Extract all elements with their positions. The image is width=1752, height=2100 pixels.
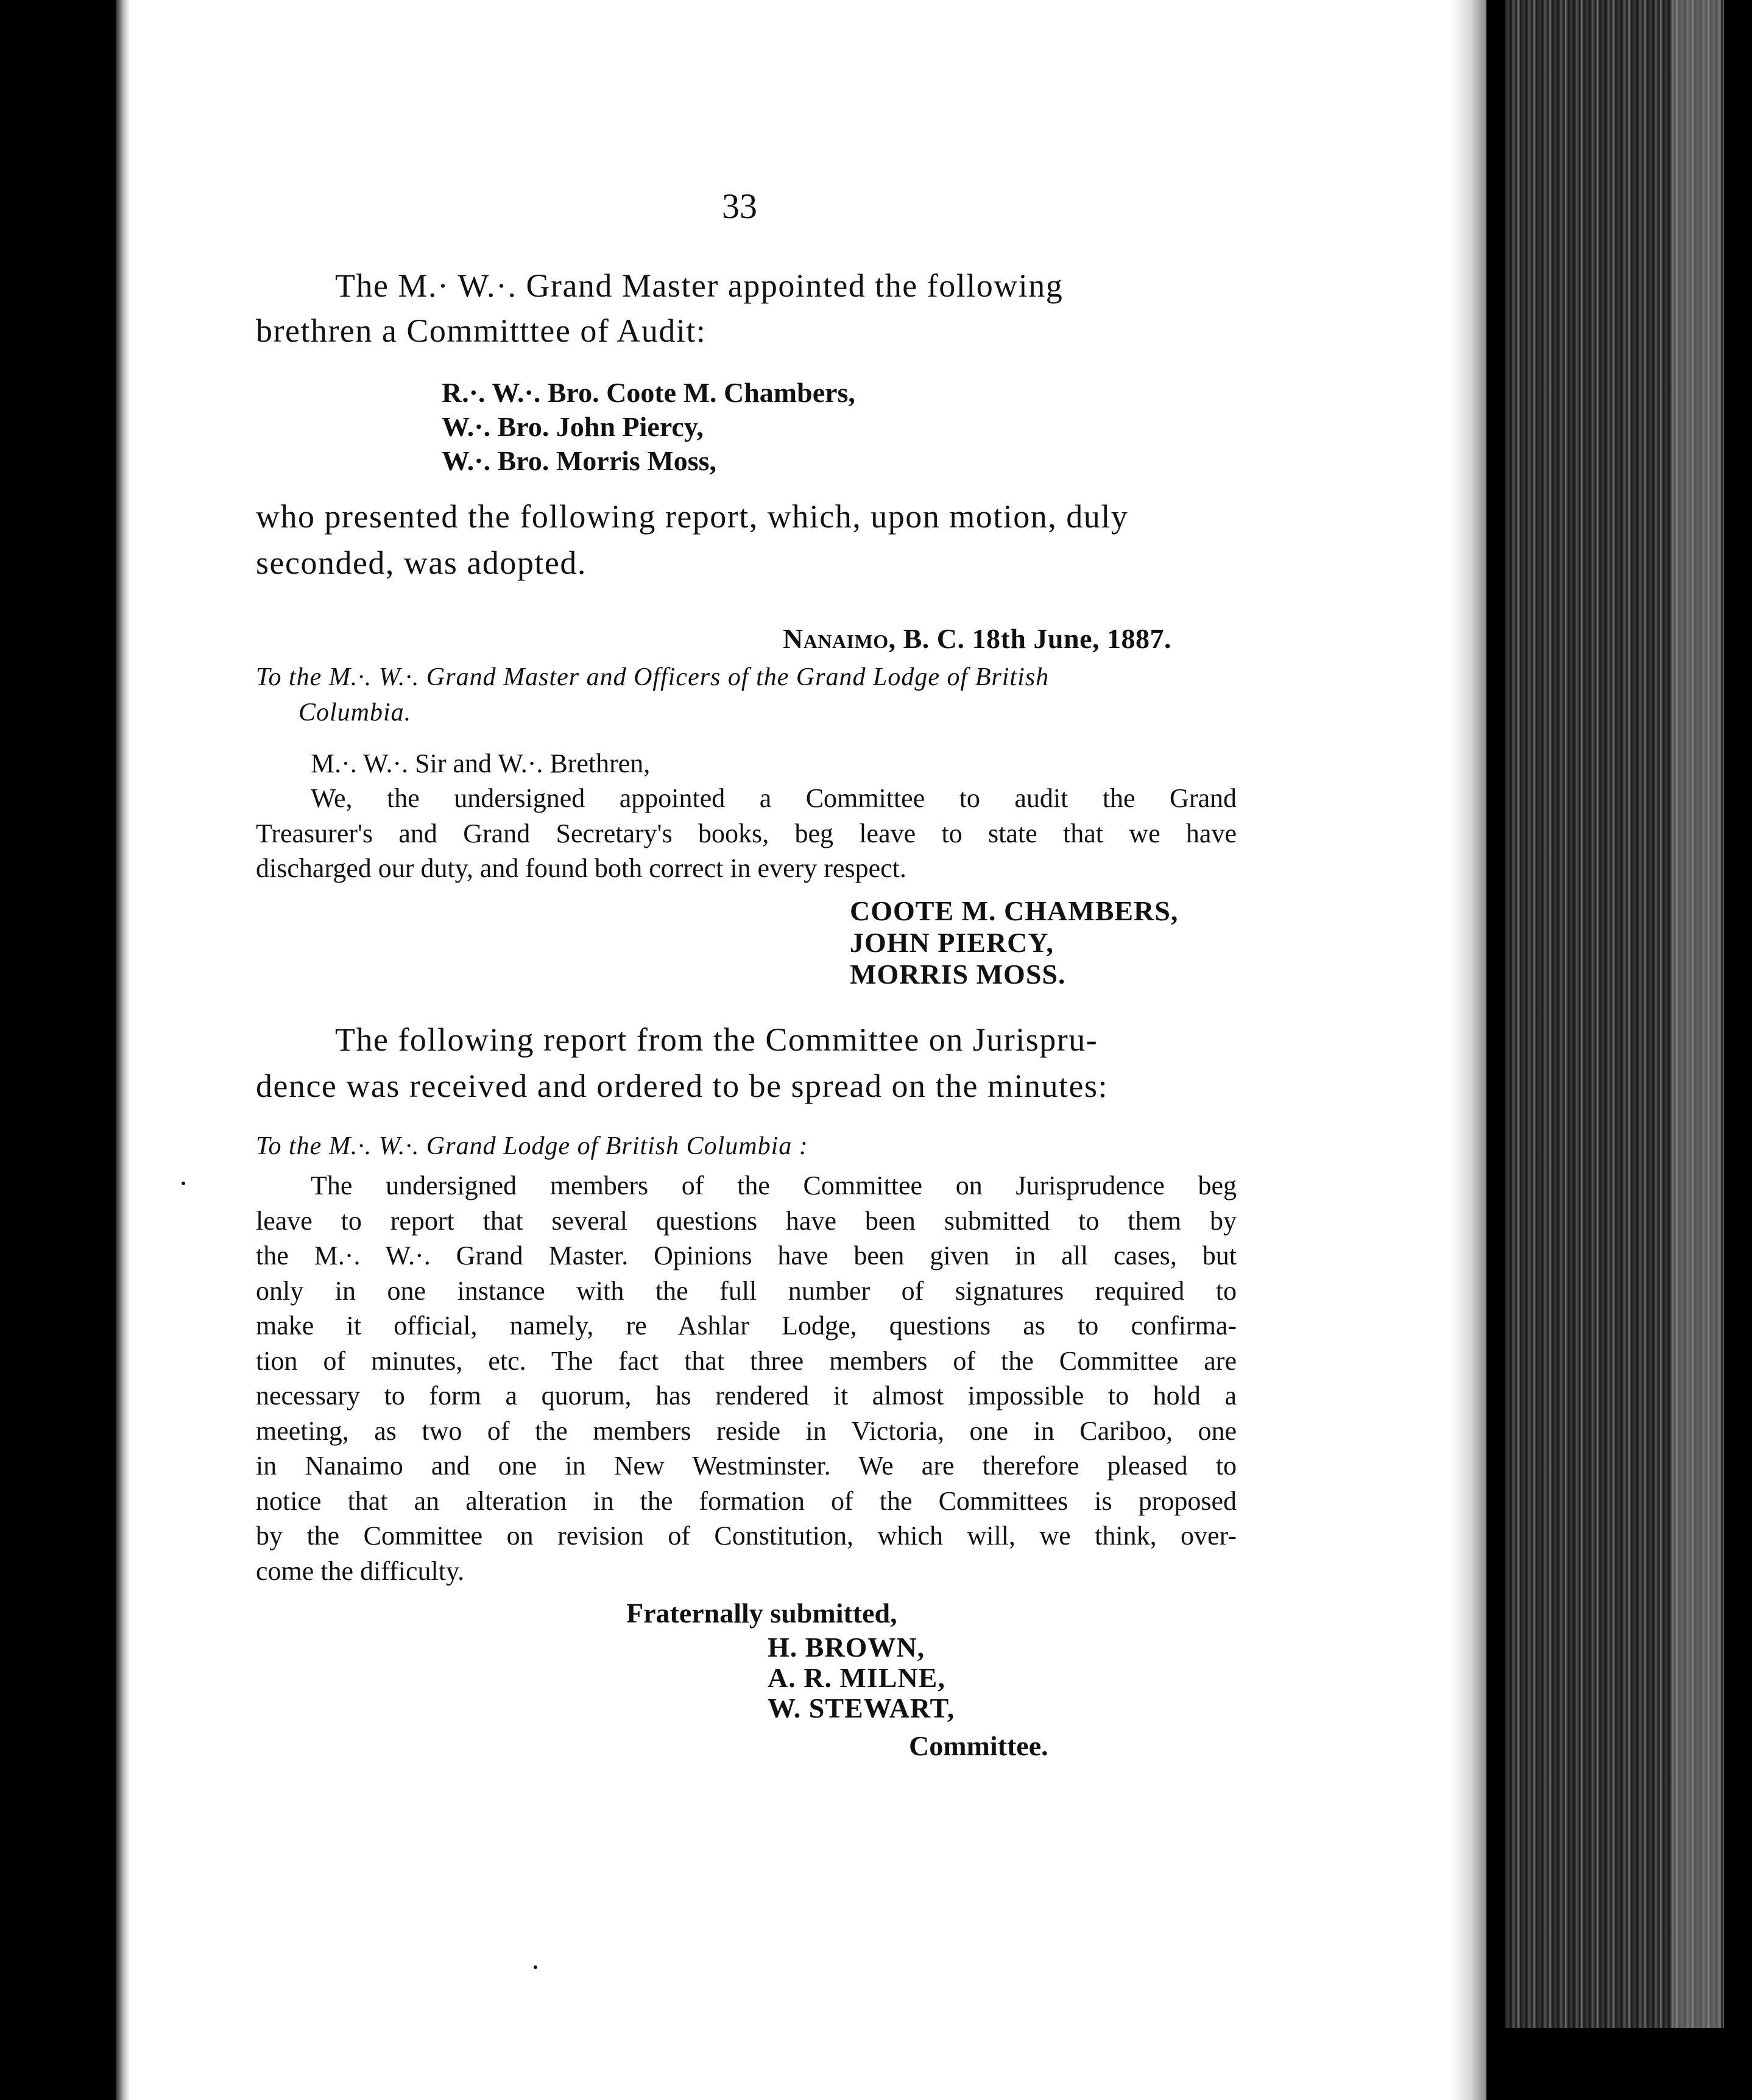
audit-member-3: W.·. Bro. Morris Moss, — [442, 445, 717, 476]
scan-bottom-border — [1486, 2028, 1752, 2100]
page-number: 33 — [722, 186, 757, 226]
report-place: Nanaimo — [783, 623, 889, 654]
scan-speck — [534, 1965, 537, 1969]
report-date — [783, 622, 1171, 655]
jurisprudence-body-line: tion of minutes, etc. The fact that three members of the Committee are — [256, 1345, 1237, 1376]
jurisprudence-body-line: in Nanaimo and one in New Westminster. We are therefore pleased to — [256, 1451, 1237, 1481]
signature-stewart: W. STEWART, — [768, 1693, 955, 1724]
audit-member-2: W.·. Bro. John Piercy, — [442, 411, 704, 442]
jurisprudence-body-line: notice that an alteration in the formation of the Committees is proposed — [256, 1485, 1237, 1516]
jurisprudence-body-line: meeting, as two of the members reside in Victoria, one in Cariboo, one — [256, 1415, 1237, 1446]
audit-after-line-2: seconded, was adopted. — [256, 544, 587, 581]
signature-moss: MORRIS MOSS. — [850, 959, 1066, 990]
jurisprudence-body-line: by the Committee on revision of Constitution, which will, we think, over- — [256, 1521, 1237, 1551]
jurisprudence-intro-line-2: dence was received and ordered to be spread on the minutes: — [256, 1068, 1108, 1104]
jurisprudence-body-line: leave to report that several questions have been submitted to them by — [256, 1205, 1237, 1236]
jurisprudence-body-line: The undersigned members of the Committee on Jurisprudence beg — [311, 1171, 1237, 1200]
signature-chambers: COOTE M. CHAMBERS, — [850, 895, 1179, 926]
audit-body-line: discharged our duty, and found both correct in every respect. — [256, 853, 906, 883]
signature-piercy: JOHN PIERCY, — [850, 927, 1054, 958]
jurisprudence-address: To the M.·. W.·. Grand Lodge of British Columbia : — [256, 1132, 808, 1160]
jurisprudence-body-line: only in one instance with the full number of signatures required to — [256, 1275, 1237, 1306]
audit-report-body — [256, 781, 1237, 886]
page-edge-highlight — [1672, 0, 1721, 2100]
page-edge-shadow — [1450, 0, 1486, 2100]
report-address-line-1: To the M.·. W.·. Grand Master and Officers of the Grand Lodge of British — [256, 663, 1050, 691]
scan-speck — [182, 1182, 185, 1185]
jurisprudence-body-line: the M.·. W.·. Grand Master. Opinions have been given in all cases, but — [256, 1241, 1237, 1270]
signature-milne: A. R. MILNE, — [768, 1662, 945, 1693]
scan-left-border — [0, 0, 116, 2100]
page-gutter-shadow — [116, 0, 129, 2100]
committee-label: Committee. — [909, 1730, 1048, 1761]
audit-body-line: Treasurer's and Grand Secretary's books, beg leave to state that we have — [256, 818, 1237, 848]
jurisprudence-report-body — [256, 1168, 1237, 1588]
audit-intro-line-1: The M.· W.·. Grand Master appointed the following — [335, 267, 1064, 304]
jurisprudence-body-line: come the difficulty. — [256, 1556, 465, 1586]
audit-body-line: We, the undersigned appointed a Committee to audit the Grand — [311, 783, 1237, 813]
report-address-line-2: Columbia. — [298, 699, 412, 727]
closing-fraternally: Fraternally submitted, — [626, 1598, 897, 1629]
report-date-rest: , B. C. 18th June, 1887. — [888, 623, 1171, 654]
audit-intro-line-2: brethren a Committtee of Audit: — [256, 312, 707, 349]
audit-signatures — [850, 895, 1178, 990]
jurisprudence-signatures — [768, 1632, 955, 1724]
jurisprudence-intro-line-1: The following report from the Committee on Jurispru- — [335, 1021, 1098, 1058]
report-salutation: M.·. W.·. Sir and W.·. Brethren, — [311, 749, 651, 778]
jurisprudence-body-line: necessary to form a quorum, has rendered it almost impossible to hold a — [256, 1381, 1237, 1411]
signature-brown: H. BROWN, — [768, 1632, 925, 1663]
audit-member-1: R.·. W.·. Bro. Coote M. Chambers, — [442, 377, 855, 408]
audit-after-line-1: who presented the following report, which, upon motion, duly — [256, 498, 1129, 535]
jurisprudence-body-line: make it official, namely, re Ashlar Lodge, questions as to confirma- — [256, 1311, 1237, 1341]
